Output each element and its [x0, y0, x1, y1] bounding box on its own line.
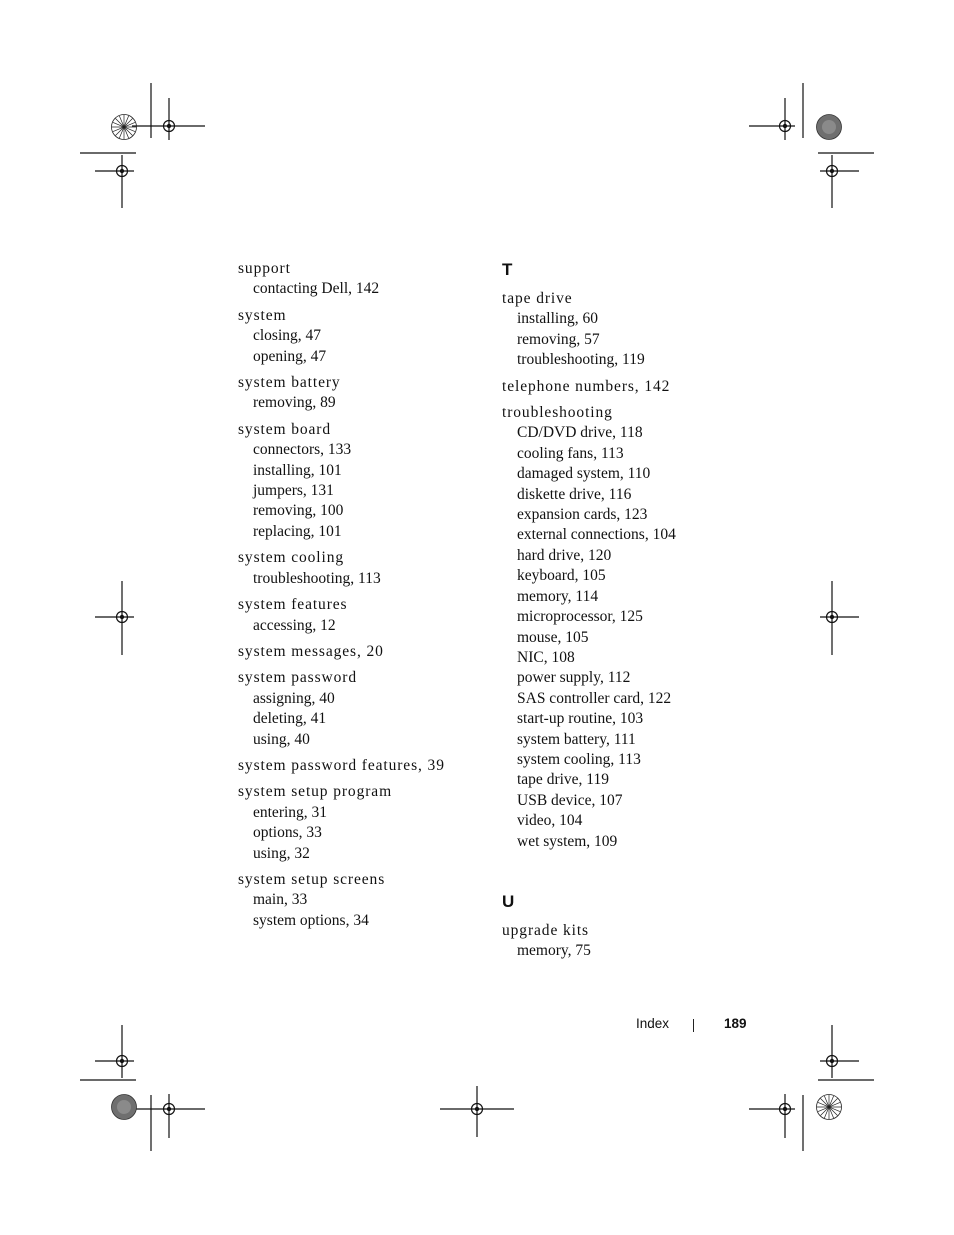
index-entry — [502, 289, 762, 371]
index-subentry: tape drive, 119 — [517, 771, 609, 789]
index-subentry: troubleshooting, 119 — [517, 351, 645, 369]
index-subentry: system cooling, 113 — [517, 750, 641, 768]
index-entry — [238, 668, 498, 750]
index-entry — [238, 548, 498, 589]
index-subentry: closing, 47 — [253, 327, 322, 345]
index-entry — [238, 259, 498, 300]
index-subentry: CD/DVD drive, 118 — [517, 424, 643, 442]
index-entry — [238, 870, 498, 931]
index-subentry: wet system, 109 — [517, 832, 618, 850]
section-letter-u: U — [502, 891, 515, 911]
index-term: system battery — [238, 374, 341, 392]
index-subentry: memory, 114 — [517, 587, 599, 605]
index-term: system setup program — [238, 783, 393, 801]
index-term: tape drive — [502, 290, 573, 307]
index-subentry: accessing, 12 — [253, 616, 336, 634]
page-number: 189 — [724, 1016, 747, 1031]
index-subentry: contacting Dell, 142 — [253, 280, 380, 298]
index-term: telephone numbers, 142 — [502, 377, 671, 395]
section-t-entries — [502, 289, 762, 852]
footer-divider — [693, 1019, 694, 1032]
index-subentry: troubleshooting, 113 — [253, 569, 381, 587]
index-subentry: using, 40 — [253, 730, 310, 748]
index-column-left — [238, 259, 498, 937]
index-subentry: opening, 47 — [253, 347, 327, 365]
index-subentry: options, 33 — [253, 824, 322, 842]
index-entry — [238, 756, 498, 776]
index-entry — [238, 373, 498, 414]
index-term: system board — [238, 420, 332, 438]
index-subentry: main, 33 — [253, 891, 308, 909]
index-entry — [502, 403, 762, 852]
index-term: troubleshooting — [502, 404, 613, 422]
index-term: system — [238, 306, 287, 324]
index-entry — [238, 595, 498, 636]
index-entry — [238, 642, 498, 662]
section-letter-t: T — [502, 260, 513, 279]
index-subentry: removing, 57 — [517, 330, 600, 348]
index-subentry: assigning, 40 — [253, 689, 335, 707]
section-u-entries — [502, 921, 762, 962]
index-term: system features — [238, 596, 348, 614]
index-subentry: microprocessor, 125 — [517, 608, 643, 626]
index-subentry: video, 104 — [517, 812, 583, 830]
index-subentry: hard drive, 120 — [517, 546, 612, 564]
index-term: system setup screens — [238, 870, 386, 888]
index-subentry: power supply, 112 — [517, 669, 631, 687]
index-term: system messages, 20 — [238, 642, 384, 660]
index-subentry: damaged system, 110 — [517, 465, 651, 483]
index-entry — [238, 420, 498, 542]
index-term: system password — [238, 669, 357, 687]
index-subentry: system battery, 111 — [517, 730, 636, 748]
index-subentry: start-up routine, 103 — [517, 710, 644, 728]
index-subentry: installing, 101 — [253, 461, 342, 479]
index-subentry: system options, 34 — [253, 911, 369, 929]
index-column-right — [502, 259, 762, 968]
index-subentry: SAS controller card, 122 — [517, 689, 672, 707]
index-subentry: expansion cards, 123 — [517, 506, 648, 524]
index-entry — [502, 921, 762, 962]
index-subentry: keyboard, 105 — [517, 567, 606, 585]
index-entry — [502, 377, 762, 397]
index-term: support — [238, 260, 291, 277]
index-subentry: external connections, 104 — [517, 526, 676, 544]
index-term: system password features, 39 — [238, 756, 445, 774]
index-subentry: connectors, 133 — [253, 441, 352, 459]
index-subentry: replacing, 101 — [253, 522, 342, 540]
index-subentry: removing, 89 — [253, 394, 336, 412]
index-subentry: NIC, 108 — [517, 648, 575, 666]
index-subentry: memory, 75 — [517, 942, 591, 960]
index-subentry: diskette drive, 116 — [517, 485, 632, 503]
index-entry — [238, 306, 498, 367]
index-subentry: using, 32 — [253, 844, 310, 862]
index-subentry: removing, 100 — [253, 502, 344, 520]
index-subentry: mouse, 105 — [517, 628, 589, 646]
index-subentry: USB device, 107 — [517, 791, 623, 809]
index-entry — [238, 782, 498, 864]
index-term: system cooling — [238, 549, 345, 567]
index-term: upgrade kits — [502, 921, 589, 939]
index-subentry: deleting, 41 — [253, 710, 327, 728]
index-subentry: installing, 60 — [517, 310, 598, 328]
index-subentry: cooling fans, 113 — [517, 444, 624, 462]
footer-label: Index — [636, 1016, 670, 1031]
index-subentry: jumpers, 131 — [253, 482, 334, 500]
index-subentry: entering, 31 — [253, 803, 328, 821]
